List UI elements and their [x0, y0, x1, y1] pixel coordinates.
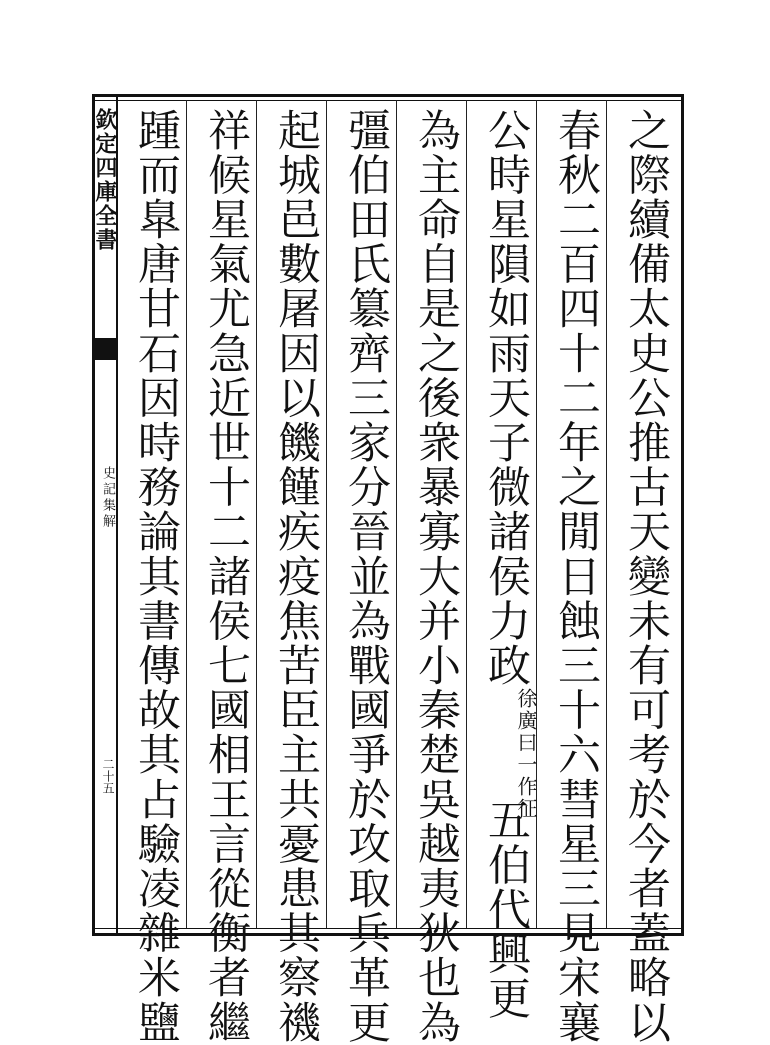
book-title: 欽定四庫全書: [92, 108, 118, 252]
text-column-3: [474, 108, 538, 1021]
top-rule: [92, 100, 684, 101]
text-column-7: 祥候星氣尤急近世十二諸侯七國相王言從衡者繼: [201, 108, 251, 1045]
fish-tail-mark: [92, 338, 118, 360]
text-column-2: 春秋二百四十二年之閒日蝕三十六彗星三見宋襄: [551, 108, 601, 1045]
text-column-8: 踵而臯唐甘石因時務論其書傳故其占驗凌雜米鹽: [131, 108, 181, 1045]
text-column-5: 彊伯田氏簒齊三家分晉並為戰國爭於攻取兵革更: [341, 108, 391, 1045]
text-column-4: 為主命自是之後衆暴寡大并小秦楚吳越夷狄也為: [411, 108, 461, 1045]
section-title: 史記集解: [100, 466, 115, 530]
text-column-6: 起城邑數屠因以饑饉疾疫焦苦臣主共憂患其察禨: [271, 108, 321, 1045]
page-number: 二十五: [101, 758, 115, 794]
interlinear-note: 徐廣曰一作征: [514, 687, 538, 820]
text-column-3-main: 公時星隕如雨天子微諸侯力政: [481, 108, 531, 688]
text-column-1: 之際續備太史公推古天變未有可考於今者蓋略以: [621, 108, 671, 1045]
text-column-3-tail: 五伯代興更: [481, 797, 531, 1021]
